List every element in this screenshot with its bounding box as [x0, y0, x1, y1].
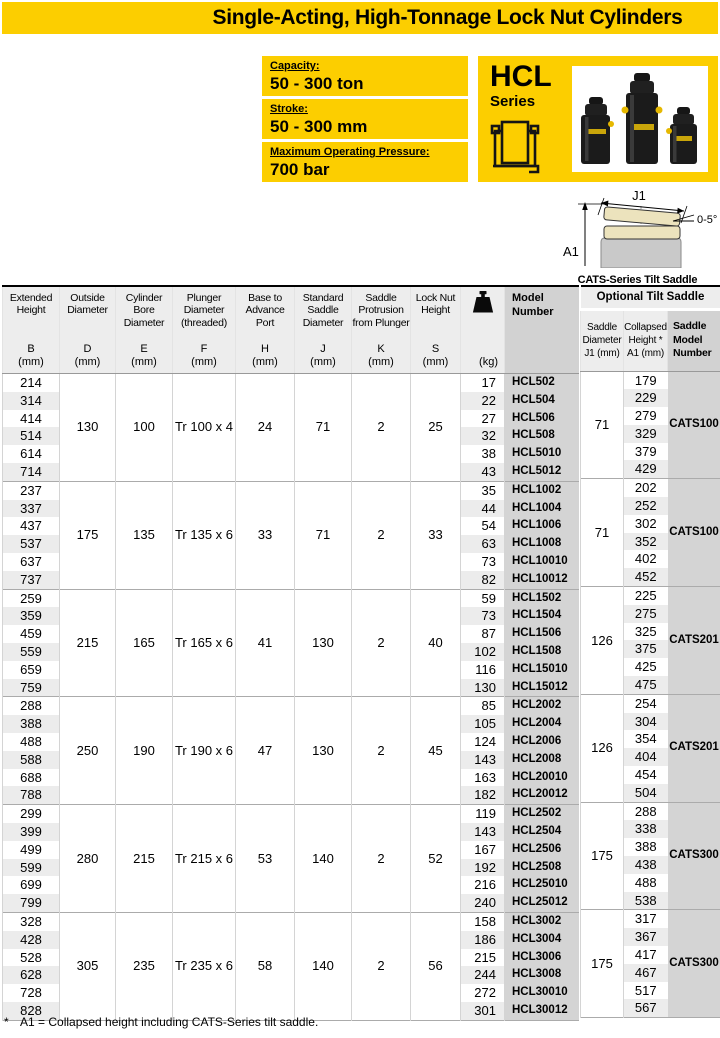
cell-weight: 105 — [461, 715, 505, 733]
cell-extended-height: 537 — [3, 535, 60, 553]
cell-extended-height: 259 — [3, 589, 60, 607]
cell-model-number: HCL1506 — [505, 625, 579, 643]
column-header-b — [3, 286, 60, 374]
cell-weight: 167 — [461, 841, 505, 859]
cell-extended-height: 488 — [3, 733, 60, 751]
cell-saddle-model: CATS300 — [668, 910, 720, 1018]
cell-bore-diameter: 100 — [116, 374, 173, 482]
cell-locknut-height: 52 — [411, 805, 461, 913]
cell-collapsed-height-a1: 225 — [624, 587, 668, 605]
cell-locknut-height: 25 — [411, 374, 461, 482]
cell-extended-height: 437 — [3, 517, 60, 535]
cell-plunger-diameter: Tr 215 x 6 — [173, 805, 236, 913]
tilt-table-row — [581, 694, 720, 712]
cell-base-to-port: 41 — [236, 589, 295, 697]
cell-saddle-diameter-j1: 126 — [581, 694, 624, 802]
cell-extended-height: 728 — [3, 984, 60, 1002]
tilt-table-row — [581, 479, 720, 497]
product-photo-cylinders — [572, 66, 708, 172]
cell-weight: 301 — [461, 1002, 505, 1020]
series-name: HCL — [490, 60, 552, 93]
cell-extended-height: 737 — [3, 571, 60, 589]
cell-outside-diameter: 130 — [60, 374, 116, 482]
diagram-label-angle: 0-5° — [697, 214, 718, 226]
cell-collapsed-height-a1: 252 — [624, 497, 668, 515]
cell-collapsed-height-a1: 325 — [634, 623, 657, 639]
column-name: Base to Advance Port — [245, 292, 285, 329]
column-name: Lock Nut Height — [415, 292, 456, 317]
cell-weight: 73 — [461, 607, 505, 625]
column-header-a1: Collapsed Height * A1 (mm) — [624, 309, 668, 371]
main-header-row — [3, 286, 579, 374]
column-name: Plunger Diameter (threaded) — [181, 292, 227, 329]
tilt-table-title: Optional Tilt Saddle — [581, 286, 720, 309]
cell-collapsed-height-a1: 517 — [634, 982, 657, 998]
cell-weight: 87 — [461, 625, 505, 643]
cell-weight: 116 — [461, 661, 505, 679]
cell-model-number: HCL30012 — [505, 1002, 579, 1020]
cell-extended-height: 759 — [3, 679, 60, 697]
cell-model-number: HCL1004 — [505, 500, 579, 518]
cell-bore-diameter: 135 — [116, 481, 173, 589]
cell-weight: 215 — [461, 949, 505, 967]
page-title: Single-Acting, High-Tonnage Lock Nut Cylinders — [2, 2, 718, 34]
cell-collapsed-height-a1: 567 — [624, 999, 668, 1017]
spec-boxes — [262, 56, 468, 185]
column-unit: (mm) — [422, 355, 449, 368]
cell-collapsed-height-a1: 329 — [624, 425, 668, 443]
cell-extended-height: 288 — [3, 697, 60, 715]
cell-model-number: HCL1502 — [505, 589, 579, 607]
cell-model-number: HCL1504 — [505, 607, 579, 625]
cell-weight: 38 — [461, 445, 505, 463]
cell-extended-height: 428 — [3, 931, 60, 949]
column-symbol: S — [431, 342, 440, 355]
cell-extended-height: 299 — [3, 805, 60, 823]
cell-saddle-diameter-j1: 175 — [581, 910, 624, 1018]
cell-model-number: HCL1508 — [505, 643, 579, 661]
cell-outside-diameter: 250 — [60, 697, 116, 805]
cell-saddle-protrusion: 2 — [352, 481, 411, 589]
table-row — [3, 805, 579, 823]
cell-collapsed-height-a1: 338 — [624, 820, 668, 838]
cell-bore-diameter: 215 — [116, 805, 173, 913]
cell-collapsed-height-a1: 304 — [624, 713, 668, 731]
spec-stroke-value: 50 - 300 mm — [270, 117, 368, 137]
cell-saddle-diameter: 140 — [295, 912, 352, 1020]
cell-outside-diameter: 280 — [60, 805, 116, 913]
cell-bore-diameter: 165 — [116, 589, 173, 697]
cell-collapsed-height-a1: 425 — [634, 659, 657, 675]
cell-weight: 143 — [461, 751, 505, 769]
diagram-label-j1: J1 — [632, 190, 646, 203]
cell-locknut-height: 33 — [411, 481, 461, 589]
cell-extended-height: 414 — [3, 410, 60, 428]
cell-base-to-port: 47 — [236, 697, 295, 805]
column-name: Cylinder Bore Diameter — [123, 292, 165, 329]
cell-model-number: HCL508 — [505, 427, 579, 445]
cell-base-to-port: 24 — [236, 374, 295, 482]
column-name: Standard Saddle Diameter — [302, 292, 344, 329]
cell-outside-diameter: 175 — [60, 481, 116, 589]
table-row — [3, 912, 579, 930]
column-unit: (mm) — [310, 355, 336, 368]
column-header-saddle-model: Saddle Model Number — [668, 309, 720, 371]
footnote-text: A1 = Collapsed height including CATS-Series tilt saddle. — [20, 1015, 319, 1029]
cell-extended-height: 699 — [3, 876, 60, 894]
column-symbol: B — [27, 342, 35, 355]
spec-pressure-label: Maximum Operating Pressure: — [270, 146, 430, 158]
column-symbol: F — [200, 342, 208, 355]
cell-weight: 163 — [461, 769, 505, 787]
cell-weight: 63 — [461, 535, 505, 553]
cell-saddle-model: CATS300 — [668, 802, 720, 910]
tilt-table-body — [581, 371, 720, 1018]
cell-extended-height: 799 — [3, 894, 60, 912]
cell-weight: 32 — [461, 427, 505, 445]
cell-extended-height: 637 — [3, 553, 60, 571]
cell-extended-height: 599 — [3, 859, 60, 877]
cell-collapsed-height-a1: 404 — [624, 748, 668, 766]
tilt-table-title-row — [581, 286, 720, 309]
cell-weight: 158 — [461, 912, 505, 930]
cell-model-number: HCL30010 — [505, 984, 579, 1002]
cell-model-number: HCL15010 — [505, 661, 579, 679]
cell-weight: 59 — [461, 589, 505, 607]
cell-collapsed-height-a1: 375 — [624, 640, 668, 658]
spec-capacity — [262, 56, 468, 96]
spec-stroke-label: Stroke: — [270, 103, 308, 115]
tilt-saddle-diagram — [555, 190, 720, 286]
column-unit: (mm) — [131, 355, 157, 368]
cell-base-to-port: 53 — [236, 805, 295, 913]
main-table-body — [3, 374, 579, 1021]
cell-model-number: HCL25010 — [505, 876, 579, 894]
column-symbol: K — [377, 342, 385, 355]
series-subtitle: Series — [490, 93, 536, 110]
cell-extended-height: 399 — [3, 823, 60, 841]
cell-plunger-diameter: Tr 235 x 6 — [173, 912, 236, 1020]
cell-saddle-diameter-j1: 126 — [581, 587, 624, 695]
weight-icon — [470, 291, 496, 313]
cell-bore-diameter: 235 — [116, 912, 173, 1020]
table-row — [3, 481, 579, 499]
tilt-table-row — [581, 587, 720, 605]
column-unit: (mm) — [252, 355, 278, 368]
cell-weight: 240 — [461, 894, 505, 912]
cell-collapsed-height-a1: 504 — [624, 784, 668, 802]
cell-extended-height: 714 — [3, 463, 60, 481]
cell-model-number: HCL1006 — [505, 517, 579, 535]
cell-saddle-diameter: 140 — [295, 805, 352, 913]
cell-collapsed-height-a1: 388 — [634, 839, 657, 855]
cell-collapsed-height-a1: 379 — [634, 443, 657, 459]
column-header-d — [60, 286, 116, 374]
diagram-caption: CATS-Series Tilt Saddle — [577, 274, 698, 286]
tilt-saddle-table — [580, 285, 720, 1018]
cell-model-number: HCL20010 — [505, 769, 579, 787]
cell-extended-height: 337 — [3, 500, 60, 518]
cell-collapsed-height-a1: 254 — [624, 694, 668, 712]
tilt-saddle-drawing — [555, 190, 720, 268]
table-row — [3, 374, 579, 392]
cell-model-number: HCL20012 — [505, 786, 579, 804]
cylinder-icon — [488, 118, 542, 174]
footnote-mark: * — [4, 1015, 9, 1029]
diagram-label-a1: A1 — [563, 244, 579, 259]
cell-weight: 130 — [461, 679, 505, 697]
cell-extended-height: 388 — [3, 715, 60, 733]
column-symbol: H — [261, 342, 269, 355]
cell-weight: 186 — [461, 931, 505, 949]
model-column-header: Model Number — [505, 286, 579, 374]
cell-bore-diameter: 190 — [116, 697, 173, 805]
cell-extended-height: 828 — [3, 1002, 60, 1020]
column-symbol: E — [140, 342, 148, 355]
cell-saddle-model: CATS100 — [668, 479, 720, 587]
cell-saddle-protrusion: 2 — [352, 697, 411, 805]
cell-base-to-port: 33 — [236, 481, 295, 589]
cell-weight: 22 — [461, 392, 505, 410]
cell-weight: 73 — [461, 553, 505, 571]
cell-collapsed-height-a1: 279 — [634, 408, 657, 424]
cell-weight: 124 — [461, 733, 505, 751]
cell-weight: 272 — [461, 984, 505, 1002]
cell-collapsed-height-a1: 367 — [624, 928, 668, 946]
cell-saddle-diameter: 130 — [295, 697, 352, 805]
cell-model-number: HCL15012 — [505, 679, 579, 697]
cell-collapsed-height-a1: 538 — [624, 892, 668, 910]
table-row — [3, 589, 579, 607]
cell-base-to-port: 58 — [236, 912, 295, 1020]
tilt-table-row — [581, 910, 720, 928]
cell-collapsed-height-a1: 354 — [634, 731, 657, 747]
cell-model-number: HCL3004 — [505, 931, 579, 949]
cell-model-number: HCL2508 — [505, 859, 579, 877]
cell-locknut-height: 45 — [411, 697, 461, 805]
column-header-j1: Saddle Diameter J1 (mm) — [581, 309, 624, 371]
cell-weight: 82 — [461, 571, 505, 589]
cell-collapsed-height-a1: 288 — [624, 802, 668, 820]
cell-plunger-diameter: Tr 135 x 6 — [173, 481, 236, 589]
column-header-f — [173, 286, 236, 374]
cell-weight: 44 — [461, 500, 505, 518]
cell-model-number: HCL3008 — [505, 966, 579, 984]
cell-model-number: HCL2506 — [505, 841, 579, 859]
series-badge — [478, 56, 718, 182]
cell-weight: 102 — [461, 643, 505, 661]
cell-collapsed-height-a1: 317 — [624, 910, 668, 928]
cell-weight: 85 — [461, 697, 505, 715]
column-name: Extended Height — [9, 292, 53, 317]
cell-saddle-protrusion: 2 — [352, 374, 411, 482]
cell-saddle-model: CATS100 — [668, 371, 720, 479]
cell-collapsed-height-a1: 488 — [634, 874, 657, 890]
cell-outside-diameter: 305 — [60, 912, 116, 1020]
cell-model-number: HCL3002 — [505, 912, 579, 930]
spec-capacity-value: 50 - 300 ton — [270, 74, 364, 94]
cell-collapsed-height-a1: 275 — [624, 605, 668, 623]
cell-weight: 119 — [461, 805, 505, 823]
cell-model-number: HCL2004 — [505, 715, 579, 733]
spec-stroke — [262, 99, 468, 139]
tilt-header-row — [581, 309, 720, 371]
cell-collapsed-height-a1: 402 — [634, 551, 657, 567]
cell-extended-height: 528 — [3, 949, 60, 967]
cell-collapsed-height-a1: 417 — [634, 947, 657, 962]
column-unit: (mm) — [368, 355, 394, 368]
cell-weight: 43 — [461, 463, 505, 481]
column-name: Saddle Protrusion from Plunger — [352, 292, 410, 329]
cell-weight: 216 — [461, 876, 505, 894]
cell-weight: 143 — [461, 823, 505, 841]
cell-model-number: HCL2002 — [505, 697, 579, 715]
cell-saddle-diameter-j1: 71 — [581, 479, 624, 587]
column-header-k — [352, 286, 411, 374]
cell-weight: 35 — [461, 481, 505, 499]
cell-extended-height: 359 — [3, 607, 60, 625]
cell-weight: 54 — [461, 517, 505, 535]
cell-extended-height: 459 — [3, 625, 60, 643]
cell-extended-height: 237 — [3, 481, 60, 499]
cell-model-number: HCL5010 — [505, 445, 579, 463]
spec-pressure — [262, 142, 468, 182]
cell-collapsed-height-a1: 179 — [624, 371, 668, 389]
column-symbol: J — [320, 342, 326, 355]
column-header-e — [116, 286, 173, 374]
cell-weight: 17 — [461, 374, 505, 392]
footnote — [4, 1015, 318, 1029]
cell-extended-height: 628 — [3, 966, 60, 984]
cell-extended-height: 688 — [3, 769, 60, 787]
cell-extended-height: 514 — [3, 427, 60, 445]
cell-collapsed-height-a1: 202 — [624, 479, 668, 497]
cell-model-number: HCL2006 — [505, 733, 579, 751]
column-header-j — [295, 286, 352, 374]
cell-weight: 27 — [461, 410, 505, 428]
cell-locknut-height: 40 — [411, 589, 461, 697]
cell-saddle-protrusion: 2 — [352, 805, 411, 913]
column-header-h — [236, 286, 295, 374]
cell-model-number: HCL25012 — [505, 894, 579, 912]
cell-saddle-protrusion: 2 — [352, 912, 411, 1020]
cell-saddle-diameter: 71 — [295, 374, 352, 482]
cell-weight: 244 — [461, 966, 505, 984]
cell-plunger-diameter: Tr 165 x 6 — [173, 589, 236, 697]
spec-pressure-value: 700 bar — [270, 160, 330, 180]
cell-collapsed-height-a1: 452 — [624, 568, 668, 586]
cell-saddle-protrusion: 2 — [352, 589, 411, 697]
cell-model-number: HCL504 — [505, 392, 579, 410]
cell-model-number: HCL2504 — [505, 823, 579, 841]
cell-model-number: HCL2502 — [505, 805, 579, 823]
column-unit: (mm) — [18, 355, 44, 368]
cell-plunger-diameter: Tr 100 x 4 — [173, 374, 236, 482]
cell-extended-height: 559 — [3, 643, 60, 661]
cell-weight: 192 — [461, 859, 505, 877]
cell-saddle-diameter: 71 — [295, 481, 352, 589]
cell-extended-height: 314 — [3, 392, 60, 410]
tilt-table-row — [581, 802, 720, 820]
specifications-table — [2, 285, 579, 1021]
column-unit: (mm) — [74, 355, 101, 368]
column-header-s — [411, 286, 461, 374]
cell-saddle-diameter-j1: 175 — [581, 802, 624, 910]
column-name: Outside Diameter — [67, 292, 108, 317]
cell-plunger-diameter: Tr 190 x 6 — [173, 697, 236, 805]
cell-model-number: HCL506 — [505, 410, 579, 428]
cell-model-number: HCL3006 — [505, 949, 579, 967]
column-symbol: D — [83, 342, 92, 355]
cell-model-number: HCL502 — [505, 374, 579, 392]
cell-extended-height: 588 — [3, 751, 60, 769]
cell-extended-height: 328 — [3, 912, 60, 930]
cell-model-number: HCL5012 — [505, 463, 579, 481]
cell-saddle-model: CATS201 — [668, 587, 720, 695]
column-unit: (mm) — [191, 355, 217, 368]
weight-column-header — [461, 286, 505, 374]
cell-collapsed-height-a1: 352 — [624, 533, 668, 551]
weight-unit: (kg) — [479, 355, 498, 368]
tilt-table-row — [581, 371, 720, 389]
cell-collapsed-height-a1: 429 — [624, 460, 668, 478]
cell-saddle-diameter-j1: 71 — [581, 371, 624, 479]
cell-extended-height: 499 — [3, 841, 60, 859]
cell-model-number: HCL1002 — [505, 481, 579, 499]
table-row — [3, 697, 579, 715]
cell-collapsed-height-a1: 475 — [624, 676, 668, 694]
cell-model-number: HCL10010 — [505, 553, 579, 571]
cell-saddle-diameter: 130 — [295, 589, 352, 697]
cell-locknut-height: 56 — [411, 912, 461, 1020]
cell-collapsed-height-a1: 302 — [634, 515, 657, 531]
cell-extended-height: 788 — [3, 786, 60, 804]
cell-weight: 182 — [461, 786, 505, 804]
cell-extended-height: 214 — [3, 374, 60, 392]
cell-collapsed-height-a1: 467 — [624, 964, 668, 982]
cell-outside-diameter: 215 — [60, 589, 116, 697]
cell-extended-height: 659 — [3, 661, 60, 679]
cell-collapsed-height-a1: 454 — [634, 767, 657, 783]
cell-saddle-model: CATS201 — [668, 694, 720, 802]
cell-model-number: HCL2008 — [505, 751, 579, 769]
cell-model-number: HCL10012 — [505, 571, 579, 589]
cell-collapsed-height-a1: 229 — [624, 389, 668, 407]
spec-capacity-label: Capacity: — [270, 60, 320, 72]
cell-collapsed-height-a1: 438 — [624, 856, 668, 874]
cell-model-number: HCL1008 — [505, 535, 579, 553]
cell-extended-height: 614 — [3, 445, 60, 463]
